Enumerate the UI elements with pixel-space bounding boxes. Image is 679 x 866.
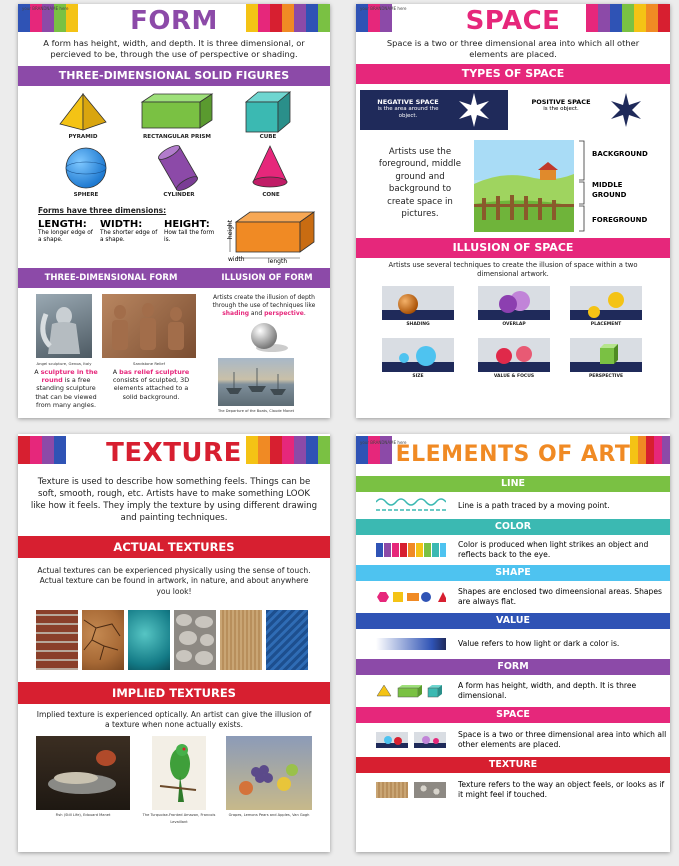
brand-text: your BRANDNAME here [22, 6, 69, 11]
solid-figures-area [18, 86, 330, 268]
sculpture-highlight: sculpture in the round [40, 368, 98, 385]
value-focus-tile [478, 338, 550, 372]
fish-icon [36, 736, 130, 810]
relief-text-pre: A [112, 368, 120, 376]
relief-figures-icon [102, 294, 196, 358]
rectangular-prism-icon [140, 92, 214, 132]
cylinder-label: CYLINDER [163, 192, 195, 198]
techniques-grid [356, 282, 670, 394]
form-titlebar [18, 4, 330, 38]
width-definition [100, 219, 160, 244]
monet-caption: The Departure of the Boats, Claude Monet [217, 409, 295, 413]
fish-caption: Fish (Still Life), Edouard Manet [55, 813, 111, 817]
boats-icon [218, 358, 294, 406]
height-term: HEIGHT: [164, 219, 210, 230]
ground-brackets [578, 140, 588, 232]
form-poster [18, 4, 330, 418]
illusion-text-mid: and [249, 309, 265, 317]
diagram-height-label: height [227, 219, 235, 240]
width-desc: The shorter edge of a shape. [100, 230, 158, 243]
techniques-intro: Artists use several techniques to create the illusion of space within a two dimensional artwork. [388, 261, 638, 278]
shading-tile [382, 286, 454, 320]
grapes-caption: Grapes, Lemons Pears and Apples, Van Gogh [228, 813, 310, 817]
element-band-space: SPACE [356, 707, 670, 723]
burlap-texture-icon [376, 782, 408, 798]
brand-text: your BRANDNAME here [360, 440, 407, 445]
artists-ground-text: Artists use the foreground, middle ground and background to create space in pictures. [378, 147, 462, 220]
forms-icon [376, 683, 446, 699]
dimensions-heading: Forms have three dimensions: [38, 206, 167, 215]
grapes-image [226, 736, 312, 810]
relief-text-post: consists of sculpted, 3D elements attached to a solid background. [112, 376, 190, 401]
angel-caption: Angel sculpture, Genoa, Italy [36, 361, 92, 366]
cone-label: CONE [262, 192, 280, 198]
fruit-icon [226, 736, 312, 810]
form-section-solid-figures: THREE-DIMENSIONAL SOLID FIGURES [18, 66, 330, 86]
relief-caption: Sandstone Relief [133, 361, 165, 366]
texture-poster [18, 434, 330, 852]
perspective-tile [570, 338, 642, 372]
negative-space-desc: is the area around the object. [377, 106, 439, 119]
element-band-color: COLOR [356, 519, 670, 535]
cracked-earth-swatch [82, 610, 124, 670]
prism-label: RECTANGULAR PRISM [143, 134, 211, 140]
actual-texture-swatches [18, 600, 330, 682]
negative-space-title: NEGATIVE SPACE [377, 98, 439, 106]
space-section-types: TYPES OF SPACE [356, 64, 670, 84]
pyramid-icon [58, 92, 108, 132]
actual-textures-text: Actual textures can be experienced physically using the sense of touch. Actual texture can be found in artwork, in nature, and about anywhere you look! [37, 566, 311, 596]
element-band-shape: SHAPE [356, 565, 670, 581]
perspective-cube-icon [570, 338, 642, 372]
burlap-swatch [220, 610, 262, 670]
form-title: FORM [130, 6, 218, 36]
texture-title: TEXTURE [106, 438, 242, 468]
foreground-label: FOREGROUND [592, 216, 648, 224]
implied-texture-paintings [18, 732, 330, 824]
space-tiles-icon [376, 732, 446, 748]
rainbow-stripes-right [246, 436, 330, 464]
positive-space-title: POSITIVE SPACE [531, 98, 591, 106]
element-row-value [356, 629, 670, 659]
diagram-width-label: width [228, 256, 245, 263]
size-tile [382, 338, 454, 372]
angel-figure-icon [36, 294, 92, 358]
pebbles-swatch [174, 610, 216, 670]
pebble-texture-icon [414, 782, 446, 798]
parrot-caption: The Turquoise-Fronted Amazon, Francois Levaillant [142, 813, 216, 824]
cylinder-icon [152, 144, 204, 192]
element-row-line [356, 492, 670, 519]
texture-desc: Texture refers to the way an object feels, or looks as if it might feel if touched. [458, 780, 665, 799]
length-definition [38, 219, 98, 244]
overlap-label: OVERLAP [502, 322, 526, 327]
height-definition [164, 219, 216, 244]
elements-poster [356, 434, 670, 852]
illusion-text-pre: Artists create the illusion of depth through the use of techniques like [212, 294, 316, 309]
height-desc: How tall the form is. [164, 230, 215, 243]
element-row-texture [356, 773, 670, 807]
element-band-form: FORM [356, 659, 670, 675]
value-focus-icon [478, 338, 550, 372]
perspective-highlight: perspective [264, 309, 304, 317]
cube-label: CUBE [259, 134, 277, 140]
element-band-value: VALUE [356, 613, 670, 629]
texture-section-actual: ACTUAL TEXTURES [18, 536, 330, 558]
value-desc: Value refers to how light or dark a color is. [458, 639, 620, 648]
texture-section-implied: IMPLIED TEXTURES [18, 682, 330, 704]
element-row-form [356, 675, 670, 707]
value-focus-label: VALUE & FOCUS [493, 374, 535, 379]
relief-sculpture-image [102, 294, 196, 358]
rainbow-stripes-right [246, 4, 330, 32]
positive-space-desc: is the object. [543, 106, 579, 112]
elements-list [356, 476, 670, 807]
color-desc: Color is produced when light strikes an object and reflects back to the eye. [458, 540, 649, 559]
bas-relief-text [108, 368, 194, 401]
overlap-icon [478, 286, 550, 320]
element-row-shape [356, 581, 670, 613]
sphere-icon [64, 146, 108, 190]
wavy-line-icon [376, 496, 446, 516]
shape-desc: Shapes are enclosed two dimeensional areas. Shapes are always flat. [458, 587, 663, 606]
texture-intro: Texture is used to describe how something feels. Things can be soft, smooth, rough, etc. Artists have to make something LOOK like how it feels. They imply the texture by using different drawing and painting techniques. [30, 477, 318, 523]
cube-icon [244, 90, 294, 134]
cracks-icon [82, 610, 124, 670]
brand-text: your BRANDNAME here [360, 6, 407, 11]
shading-label: SHADING [406, 322, 430, 327]
middle-ground-label: MIDDLE GROUND [592, 181, 627, 199]
color-swatches-icon [376, 543, 446, 557]
width-term: WIDTH: [100, 219, 143, 230]
element-band-texture: TEXTURE [356, 757, 670, 773]
landscape-scene-icon [474, 140, 574, 232]
monet-painting-image [218, 358, 294, 406]
water-swatch [128, 610, 170, 670]
form-section2-band [18, 268, 330, 288]
length-term: LENGTH: [38, 219, 87, 230]
shading-highlight: shading [222, 309, 250, 317]
form-intro: A form has height, width, and depth. It is three dimensional, or percieved to be, through the use of perspective or shading. [43, 38, 305, 60]
length-desc: The longer edge of a shape. [38, 230, 93, 243]
perspective-label: PERSPECTIVE [588, 374, 624, 379]
white-star-icon [456, 92, 492, 128]
positive-space-box [516, 90, 664, 130]
types-of-space-area [356, 84, 670, 238]
form-desc: A form has height, width, and depth. It is three dimensional. [458, 681, 637, 700]
form-bottom-area [18, 288, 330, 418]
landscape-image [474, 140, 574, 232]
pyramid-label: PYRAMID [68, 134, 98, 140]
size-icon [382, 338, 454, 372]
placement-label: PLACEMENT [590, 322, 622, 327]
overlap-tile [478, 286, 550, 320]
pebbles-icon [174, 610, 216, 670]
parrot-icon [152, 736, 206, 810]
cone-icon [250, 144, 290, 190]
negative-space-box [360, 90, 508, 130]
section-illusion-of-form: ILLUSION OF FORM [221, 273, 313, 283]
placement-tile [570, 286, 642, 320]
space-intro: Space is a two or three dimensional area into which all other elements are placed. [386, 38, 640, 60]
shading-icon [382, 286, 454, 320]
texture-titlebar [18, 434, 330, 470]
diagram-length-label: length [268, 258, 288, 265]
sculpture-in-round-text [32, 368, 100, 409]
elements-titlebar [356, 434, 670, 472]
line-desc: Line is a path traced by a moving point. [458, 500, 610, 510]
elements-title: ELEMENTS OF ART [395, 442, 631, 467]
sculpture-text-post: is a free standing sculpture that can be viewed from many angles. [35, 376, 97, 409]
flat-shapes-icon [376, 590, 446, 604]
element-row-space [356, 723, 670, 757]
value-gradient-bar [376, 638, 446, 650]
rainbow-stripes-right [630, 436, 670, 464]
illusion-text-post: . [303, 309, 306, 317]
sphere-label: SPHERE [73, 192, 99, 198]
space-desc: Space is a two or three dimensional area into which all other elements are placed. [458, 730, 667, 749]
space-section-illusion: ILLUSION OF SPACE [356, 238, 670, 258]
element-band-line: LINE [356, 476, 670, 492]
fish-still-life-image [36, 736, 130, 810]
section-3d-form: THREE-DIMENSIONAL FORM [44, 273, 178, 283]
brick-swatch [36, 610, 78, 670]
space-title: SPACE [465, 6, 561, 36]
background-label: BACKGROUND [592, 150, 648, 158]
parrot-image [152, 736, 206, 810]
implied-textures-text: Implied texture is experienced optically. An artist can give the illusion of a texture when none actually exists. [36, 710, 312, 730]
shaded-sphere-icon [242, 320, 290, 354]
space-poster [356, 4, 670, 418]
element-row-color [356, 535, 670, 565]
size-label: SIZE [412, 374, 424, 379]
illusion-of-form-text [208, 294, 320, 317]
space-titlebar [356, 4, 670, 38]
rainbow-stripes-right [586, 4, 670, 32]
fabric-swatch [266, 610, 308, 670]
relief-highlight: bas relief sculpture [119, 368, 190, 376]
placement-icon [570, 286, 642, 320]
navy-star-icon [608, 92, 644, 128]
sculpture-text-pre: A [34, 368, 41, 376]
angel-sculpture-image [36, 294, 92, 358]
